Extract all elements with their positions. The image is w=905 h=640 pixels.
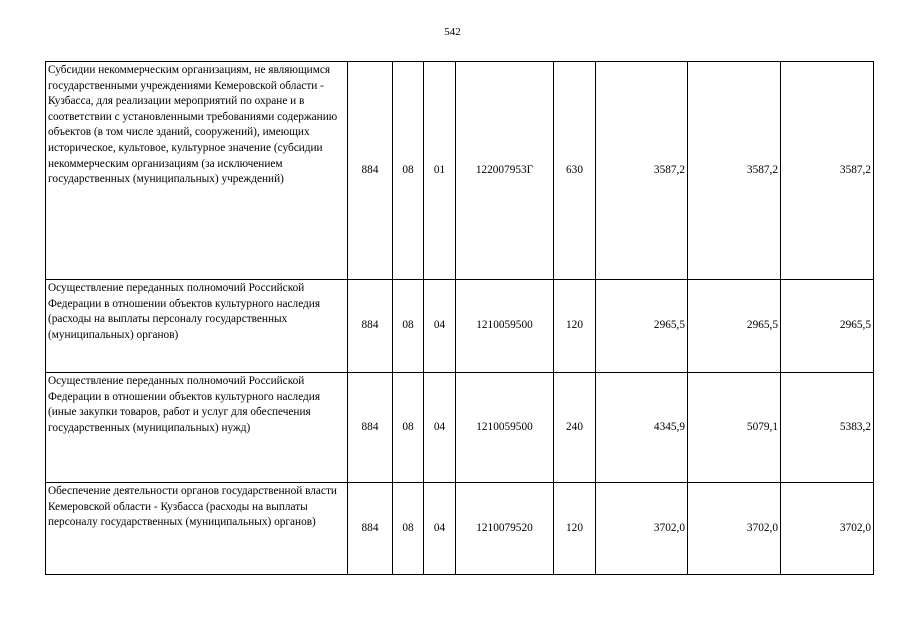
amount-year-1: 4345,9 [596,373,688,483]
expense-type-code: 120 [554,483,596,575]
section-code: 08 [393,373,424,483]
amount-year-2: 2965,5 [688,280,781,373]
table-row [46,373,874,483]
amount-year-2: 5079,1 [688,373,781,483]
amount-year-2: 3702,0 [688,483,781,575]
amount-year-3: 2965,5 [781,280,874,373]
amount-year-1: 2965,5 [596,280,688,373]
row-description: Осуществление переданных полномочий Российской Федерации в отношении объектов культурного наследия (расходы на выплаты персоналу государственных (муниципальных) органов) [46,280,348,373]
amount-year-1: 3702,0 [596,483,688,575]
subsection-code: 04 [424,483,456,575]
table-row [46,62,874,280]
page-number: 542 [444,26,461,38]
ministry-code: 884 [348,373,393,483]
expense-type-code: 630 [554,62,596,280]
row-description: Осуществление переданных полномочий Российской Федерации в отношении объектов культурного наследия (иные закупки товаров, работ и услуг для обеспечения государственных (муниципальных) нужд) [46,373,348,483]
row-description: Субсидии некоммерческим организациям, не являющимся государственными учреждениями Кемеровской области - Кузбасса, для реализации мероприятий по охране и в соответствии с установленными требованиями содержанию объектов (в том числе зданий, сооружений), имеющих историческое, культовое, культурное значение (субсидии некоммерческим организациям (за исключением государственных (муниципальных) учреждений) [46,62,348,280]
section-code: 08 [393,62,424,280]
section-code: 08 [393,280,424,373]
table-row [46,280,874,373]
expense-type-code: 240 [554,373,596,483]
target-article-code: 1210059500 [456,280,554,373]
target-article-code: 1210079520 [456,483,554,575]
amount-year-2: 3587,2 [688,62,781,280]
amount-year-3: 5383,2 [781,373,874,483]
section-code: 08 [393,483,424,575]
ministry-code: 884 [348,280,393,373]
subsection-code: 04 [424,373,456,483]
amount-year-3: 3702,0 [781,483,874,575]
subsection-code: 04 [424,280,456,373]
row-description: Обеспечение деятельности органов государственной власти Кемеровской области - Кузбасса (расходы на выплаты персоналу государственных (муниципальных) органов) [46,483,348,575]
expense-type-code: 120 [554,280,596,373]
ministry-code: 884 [348,483,393,575]
budget-table [45,61,874,575]
target-article-code: 1210059500 [456,373,554,483]
table-row [46,483,874,575]
subsection-code: 01 [424,62,456,280]
amount-year-1: 3587,2 [596,62,688,280]
amount-year-3: 3587,2 [781,62,874,280]
target-article-code: 122007953Г [456,62,554,280]
ministry-code: 884 [348,62,393,280]
